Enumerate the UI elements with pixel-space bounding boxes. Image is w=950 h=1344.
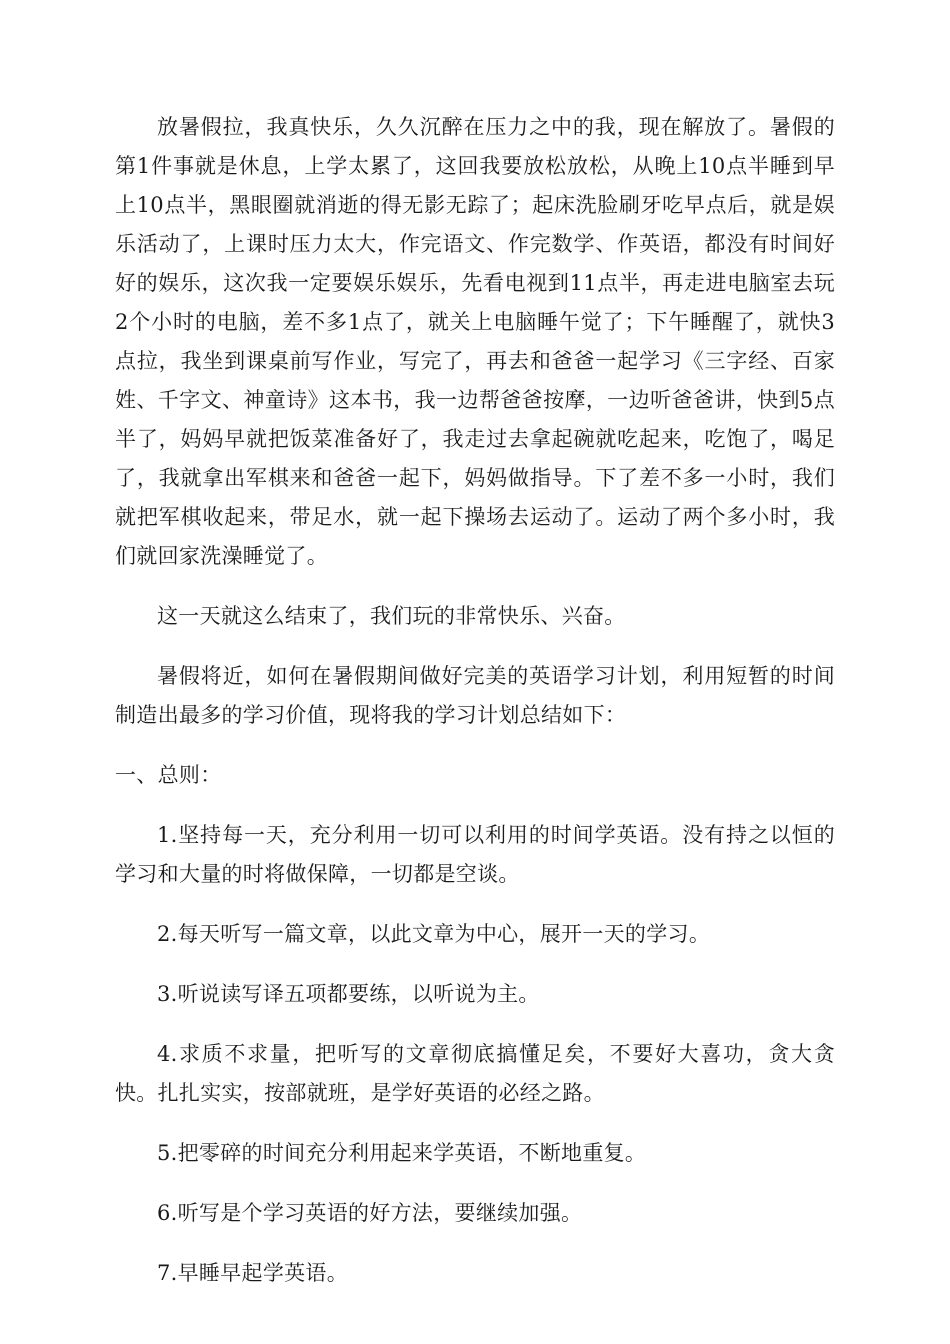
list-item-2: 2.每天听写一篇文章，以此文章为中心，展开一天的学习。 xyxy=(157,922,711,946)
list-item-1: 1.坚持每一天，充分利用一切可以利用的时间学英语。没有持之以恒的学习和大量的时将做保障，一切都是空谈。 xyxy=(115,823,835,886)
list-item-6: 6.听写是个学习英语的好方法，要继续加强。 xyxy=(157,1201,583,1225)
section-heading-general: 一、总则： xyxy=(115,763,222,787)
list-item-7: 7.早睡早起学英语。 xyxy=(157,1261,349,1285)
list-item-4: 4.求质不求量，把听写的文章彻底搞懂足矣，不要好大喜功，贪大贪快。扎扎实实，按部就班，是学好英语的必经之路。 xyxy=(115,1042,835,1105)
paragraph-plan-intro: 暑假将近，如何在暑假期间做好完美的英语学习计划，利用短暂的时间制造出最多的学习价值，现将我的学习计划总结如下： xyxy=(115,664,835,727)
list-item-5: 5.把零碎的时间充分利用起来学英语，不断地重复。 xyxy=(157,1141,647,1165)
paragraph-day-end: 这一天就这么结束了，我们玩的非常快乐、兴奋。 xyxy=(157,604,626,628)
document-body xyxy=(115,108,835,1314)
paragraph-summer-day: 放暑假拉，我真快乐，久久沉醉在压力之中的我，现在解放了。暑假的第1件事就是休息，上学太累了，这回我要放松放松，从晚上10点半睡到早上10点半，黑眼圈就消逝的得无影无踪了；起床洗脸刷牙吃早点后，就是娱乐活动了，上课时压力太大，作完语文、作完数学、作英语，都没有时间好好的娱乐，这次我一定要娱乐娱乐，先看电视到11点半，再走进电脑室去玩2个小时的电脑，差不多1点了，就关上电脑睡午觉了；下午睡醒了，就快3点拉，我坐到课桌前写作业，写完了，再去和爸爸一起学习《三字经、百家姓、千字文、神童诗》这本书，我一边帮爸爸按摩，一边听爸爸讲，快到5点半了，妈妈早就把饭菜准备好了，我走过去拿起碗就吃起来，吃饱了，喝足了，我就拿出军棋来和爸爸一起下，妈妈做指导。下了差不多一小时，我们就把军棋收起来，带足水，就一起下操场去运动了。运动了两个多小时，我们就回家洗澡睡觉了。 xyxy=(115,115,835,568)
list-item-3: 3.听说读写译五项都要练，以听说为主。 xyxy=(157,982,540,1006)
